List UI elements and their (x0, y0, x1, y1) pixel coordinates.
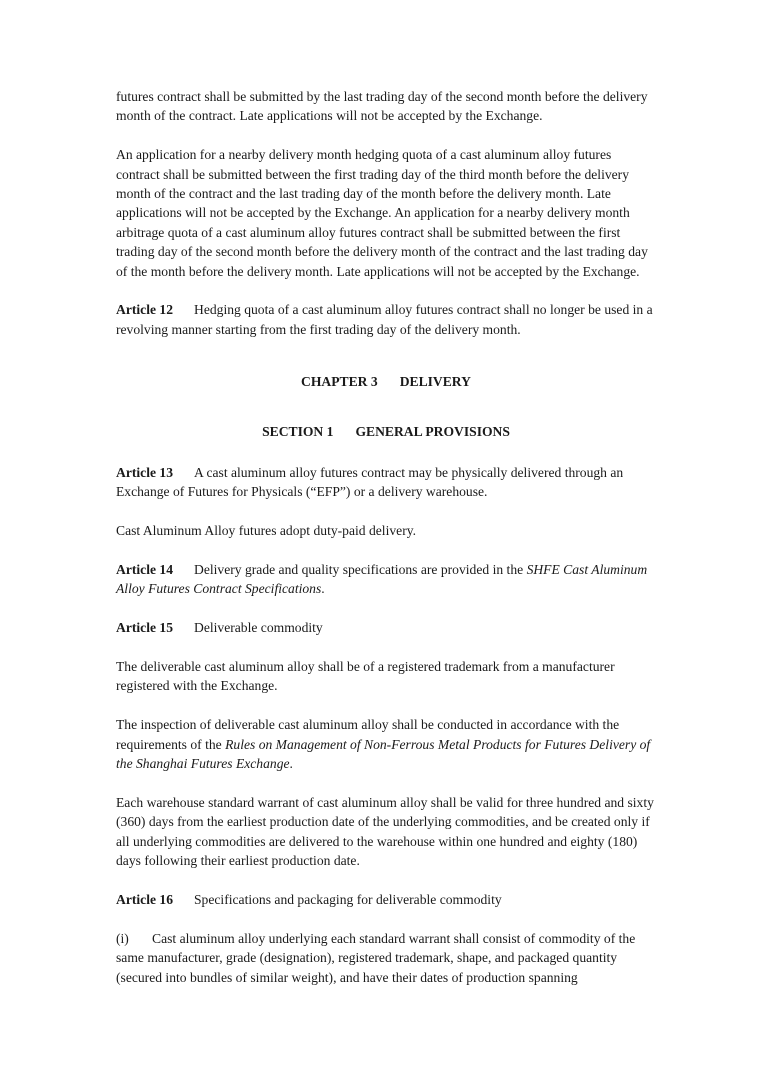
inspection-reference: Rules on Management of Non-Ferrous Metal Products for Futures Delivery of the Shanghai Futures Exchange (116, 736, 651, 772)
article-14 (116, 560, 656, 599)
inspection-text: The inspection of deliverable cast aluminum alloy shall be conducted in accordance with the requirements of the (116, 717, 620, 752)
article-14-label: Article 14 (116, 562, 173, 578)
list-item-i-label: (i) (116, 930, 129, 946)
paragraph-inspection (116, 715, 656, 773)
article-13-label: Article 13 (116, 465, 173, 481)
article-12-label: Article 12 (116, 302, 173, 318)
article-14-reference: SHFE Cast Aluminum Alloy Futures Contract Specifications (116, 562, 648, 597)
article-16 (116, 890, 656, 909)
article-15-text: Deliverable commodity (194, 620, 323, 636)
article-14-text: Delivery grade and quality specifications are provided in the (194, 562, 527, 578)
paragraph-trademark: The deliverable cast aluminum alloy shall be of a registered trademark from a manufacturer registered with the Exchange. (116, 659, 615, 694)
paragraph-nearby-delivery: An application for a nearby delivery month hedging quota of a cast aluminum alloy futures contract shall be submitted between the first trading day of the third month before the delivery month of the contract and the last trading day of the month before the delivery month. Late applications will not be accepted by the Exchange. An application for a nearby delivery month arbitrage quota of a cast aluminum alloy futures contract shall be submitted between the first trading day of the second month before the delivery month of the contract and the last trading day of the month before the delivery month. Late applications will not be accepted by the Exchange. (116, 147, 648, 279)
article-12 (116, 300, 656, 339)
section-title: GENERAL PROVISIONS (355, 423, 510, 439)
document-page (116, 87, 656, 1006)
paragraph-warrant-validity: Each warehouse standard warrant of cast aluminum alloy shall be valid for three hundred and sixty (360) days from the earliest production date of the underlying commodities, and be created only if all underlying commodities are delivered to the warehouse within one hundred and eighty (180) days following their earliest production date. (116, 794, 654, 869)
list-item-i (116, 929, 656, 987)
article-13-text: A cast aluminum alloy futures contract may be physically delivered through an Exchange of Futures for Physicals (“EFP”) or a delivery warehouse. (116, 465, 624, 500)
chapter-heading (116, 372, 656, 391)
article-13 (116, 463, 656, 502)
chapter-number: CHAPTER 3 (301, 374, 378, 390)
article-15-label: Article 15 (116, 620, 173, 636)
list-item-i-text: Cast aluminum alloy underlying each standard warrant shall consist of commodity of the same manufacturer, grade (designation), registered trademark, shape, and packaged quantity (secured into bundles of similar weight), and have their dates of production spanning (116, 930, 636, 985)
article-16-text: Specifications and packaging for deliverable commodity (194, 891, 502, 907)
section-number: SECTION 1 (262, 423, 334, 439)
paragraph-duty-paid: Cast Aluminum Alloy futures adopt duty-paid delivery. (116, 523, 417, 539)
inspection-end: . (289, 756, 293, 772)
chapter-title: DELIVERY (399, 374, 471, 390)
article-12-text: Hedging quota of a cast aluminum alloy futures contract shall no longer be used in a revolving manner starting from the first trading day of the delivery month. (116, 302, 653, 337)
article-16-label: Article 16 (116, 891, 173, 907)
article-14-end: . (321, 581, 325, 597)
section-heading (116, 422, 656, 441)
paragraph-late-applications: futures contract shall be submitted by the last trading day of the second month before the delivery month of the contract. Late applications will not be accepted by the Exchange. (116, 89, 648, 124)
article-15 (116, 618, 656, 637)
